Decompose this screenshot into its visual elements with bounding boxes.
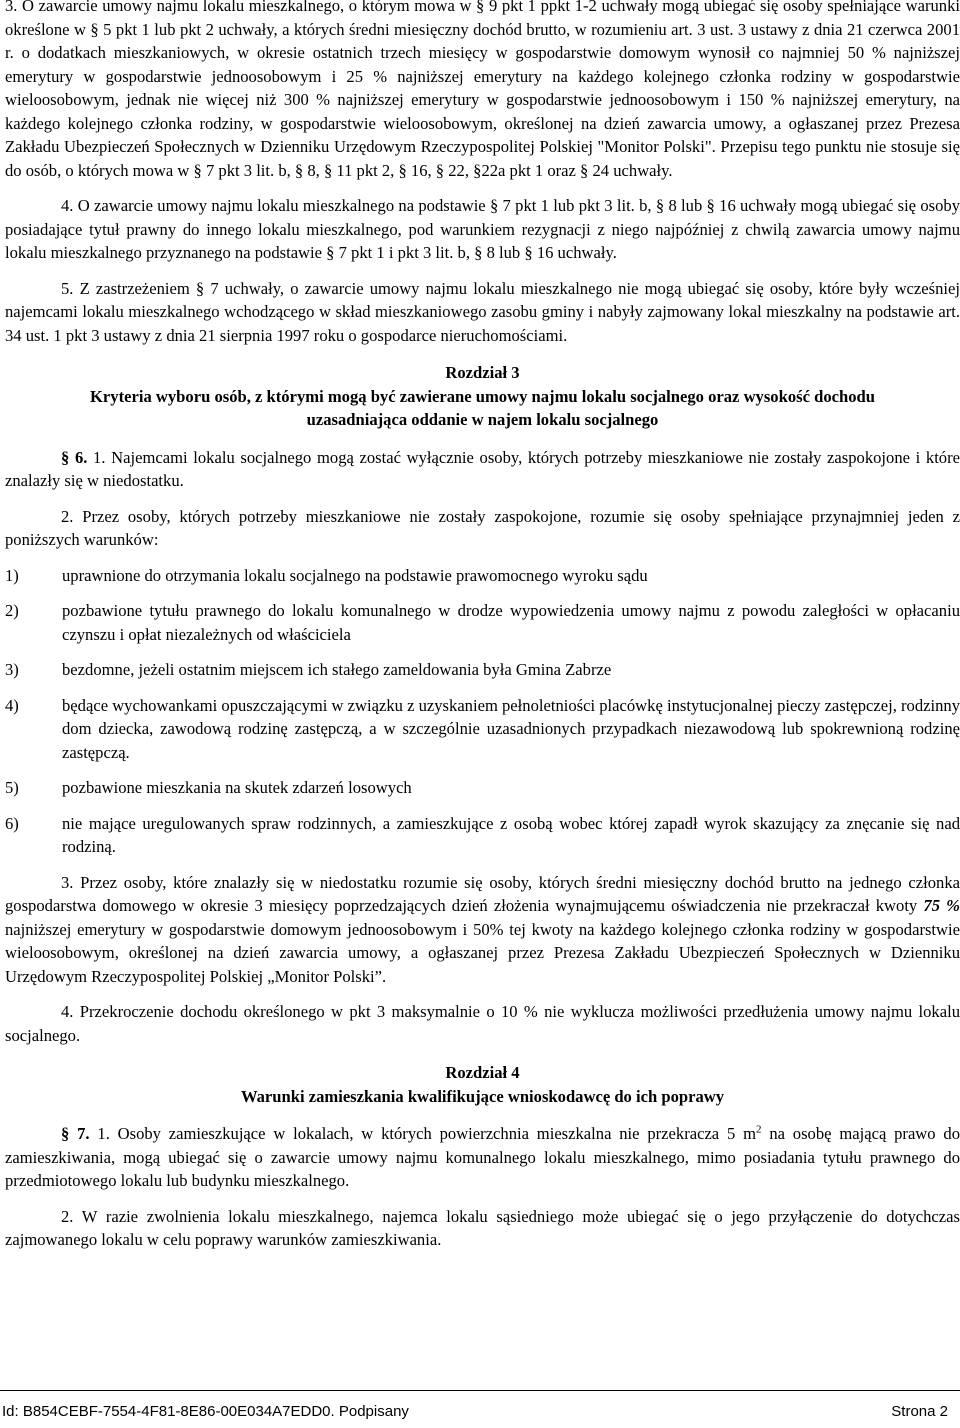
list-item-text: nie mające uregulowanych spraw rodzinnych, a zamieszkujące z osobą wobec której zapadł wyrok skazujący za znęcanie się nad rodziną.: [62, 813, 960, 856]
list-item-text: będące wychowankami opuszczającymi w związku z uzyskaniem pełnoletniości placówkę instytucjonalnej pieczy zastępczej, rodzinny dom dziecka, zawodową rodzinę zastępczą, a w szczególnie uzasadnionych przypadkach niezawodową lub spokrewnioną rodzinę zastępczą.: [62, 695, 960, 762]
section-7-label: § 7.: [61, 1124, 90, 1143]
section-7-paragraph-1: [5, 1122, 960, 1193]
paragraph-9-3: 3. O zawarcie umowy najmu lokalu mieszkalnego, o którym mowa w § 9 pkt 1 ppkt 1-2 uchwały mogą ubiegać się osoby spełniające warunki określone w § 5 pkt 1 lub pkt 2 uchwały, a których średni miesięczny dochód brutto, w rozumieniu art. 3 ust. 3 ustawy z dnia 21 czerwca 2001 r. o dodatkach mieszkaniowych, w okresie ostatnich trzech miesięcy w gospodarstwie domowym wynosił co najmniej 50 % najniższej emerytury w gospodarstwie jednoosobowym i 25 % najniższej emerytury na każdego kolejnego członka rodziny w gospodarstwie wieloosobowym, jednak nie więcej niż 300 % najniższej emerytury w gospodarstwie jednoosobowym i 150 % najniższej emerytury, na każdego kolejnego członka rodziny, w gospodarstwie wieloosobowym, określonej na dzień zawarcia umowy, a ogłaszanej przez Prezesa Zakładu Ubezpieczeń Społecznych w Dzienniku Urzędowym Rzeczypospolitej Polskiej "Monitor Polski". Przepisu tego punktu nie stosuje się do osób, o których mowa w § 7 pkt 3 lit. b, § 8, § 11 pkt 2, § 16, § 22, §22a pkt 1 oraz § 24 uchwały.: [5, 0, 960, 180]
chapter-3-heading: [5, 361, 960, 432]
section-7-paragraph-2: 2. W razie zwolnienia lokalu mieszkalnego, najemca lokalu sąsiedniego może ubiegać się o jego przyłączenie do dotychczas zajmowanego lokalu w celu poprawy warunków zamieszkiwania.: [5, 1206, 960, 1249]
page-footer: [0, 1390, 960, 1425]
list-item: [5, 776, 960, 800]
list-item: [5, 694, 960, 765]
chapter-3-number: Rozdział 3: [445, 363, 520, 382]
section-7-paragraph-1-text-end: na osobę mającą prawo do zamieszkiwania, mogą ubiegać się o zawarcie umowy najmu komunalnego lokalu mieszkalnego, mimo posiadania tytułu prawnego do przedmiotowego lokalu lub budynku mieszkalnego.: [5, 1124, 960, 1190]
list-item: [5, 658, 960, 682]
page-number: Strona 2: [891, 1403, 948, 1420]
list-item-number: 4): [5, 695, 19, 715]
list-item-text: pozbawione mieszkania na skutek zdarzeń losowych: [62, 778, 412, 797]
list-item: [5, 599, 960, 646]
section-6-paragraph-3-text-end: najniższej emerytury w gospodarstwie domowym jednoosobowym i 50% tej kwoty na każdego kolejnego członka rodziny w gospodarstwie wieloosobowym, określonej na dzień zawarcia umowy, a ogłaszanej przez Prezesa Zakładu Ubezpieczeń Społecznych w Dzienniku Urzędowym Rzeczypospolitej Polskiej „Monitor Polski”.: [5, 919, 960, 986]
section-6-paragraph-3-text-start: 3. Przez osoby, które znalazły się w niedostatku rozumie się osoby, których średni miesięczny dochód brutto na jednego członka gospodarstwa domowego w okresie 3 miesięcy poprzedzających dzień złożenia wynajmującemu oświadczenia nie przekraczał kwoty: [5, 872, 960, 915]
list-item-number: 2): [5, 601, 19, 620]
list-item-number: 5): [5, 778, 19, 797]
squared-superscript: 2: [756, 1123, 762, 1136]
paragraph-9-4: 4. O zawarcie umowy najmu lokalu mieszkalnego na podstawie § 7 pkt 1 lub pkt 3 lit. b, § 8 lub § 16 uchwały mogą ubiegać się osoby posiadające tytuł prawny do innego lokalu mieszkalnego, pod warunkiem rezygnacji z niego najpóźniej z chwilą zawarcia umowy najmu lokalu mieszkalnego przyznanego na podstawie § 7 pkt 1 i pkt 3 lit. b, § 8 lub § 16 uchwały.: [5, 196, 960, 262]
income-threshold-emphasis: 75 %: [923, 896, 960, 915]
list-item-text: uprawnione do otrzymania lokalu socjalnego na podstawie prawomocnego wyroku sądu: [62, 565, 648, 585]
list-item-number: 6): [5, 813, 19, 833]
list-item: [5, 812, 960, 859]
list-item-number: 1): [5, 565, 19, 585]
section-6-paragraph-2: 2. Przez osoby, których potrzeby mieszkaniowe nie zostały zaspokojone, rozumie się osoby spełniające przynajmniej jeden z poniższych warunków:: [5, 506, 960, 549]
chapter-4-title: Warunki zamieszkania kwalifikujące wnioskodawcę do ich poprawy: [240, 1086, 725, 1106]
chapter-3-title: Kryteria wyboru osób, z którymi mogą być zawierane umowy najmu lokalu socjalnego oraz wysokość dochodu uzasadniająca oddanie w najem lokalu socjalnego: [90, 386, 875, 429]
document-page: [5, 0, 960, 1264]
paragraph-9-5: 5. Z zastrzeżeniem § 7 uchwały, o zawarcie umowy najmu lokalu mieszkalnego nie mogą ubiegać się osoby, które były wcześniej najemcami lokalu mieszkalnego wchodzącego w skład mieszkaniowego zasobu gminy i nabyły zajmowany lokal mieszkalny na podstawie art. 34 ust. 1 pkt 3 ustawy z dnia 21 sierpnia 1997 roku o gospodarce nieruchomościami.: [5, 278, 960, 345]
section-6-label: § 6.: [61, 447, 88, 467]
list-item-text: pozbawione tytułu prawnego do lokalu komunalnego w drodze wypowiedzenia umowy najmu z powodu zaległości w opłacaniu czynszu i opłat niezależnych od właściciela: [62, 601, 960, 644]
section-6-paragraph-1-text: 1. Najemcami lokalu socjalnego mogą zostać wyłącznie osoby, których potrzeby mieszkaniowe nie zostały zaspokojone i które znalazły się w niedostatku.: [5, 447, 960, 490]
list-item-number: 3): [5, 660, 19, 679]
list-item: [5, 564, 960, 588]
chapter-4-heading: [5, 1061, 960, 1108]
document-id-label: Id: B854CEBF-7554-4F81-8E86-00E034A7EDD0. Podpisany: [2, 1403, 409, 1420]
chapter-4-number: Rozdział 4: [445, 1063, 520, 1082]
section-6-paragraph-3: [5, 871, 960, 989]
section-7-paragraph-1-text-start: 1. Osoby zamieszkujące w lokalach, w których powierzchnia mieszkalna nie przekracza 5 m: [97, 1124, 757, 1143]
list-item-text: bezdomne, jeżeli ostatnim miejscem ich stałego zameldowania była Gmina Zabrze: [62, 660, 612, 679]
section-6-paragraph-1: [5, 446, 960, 493]
section-6-paragraph-4: 4. Przekroczenie dochodu określonego w pkt 3 maksymalnie o 10 % nie wyklucza możliwości przedłużenia umowy najmu lokalu socjalnego.: [5, 1002, 960, 1045]
